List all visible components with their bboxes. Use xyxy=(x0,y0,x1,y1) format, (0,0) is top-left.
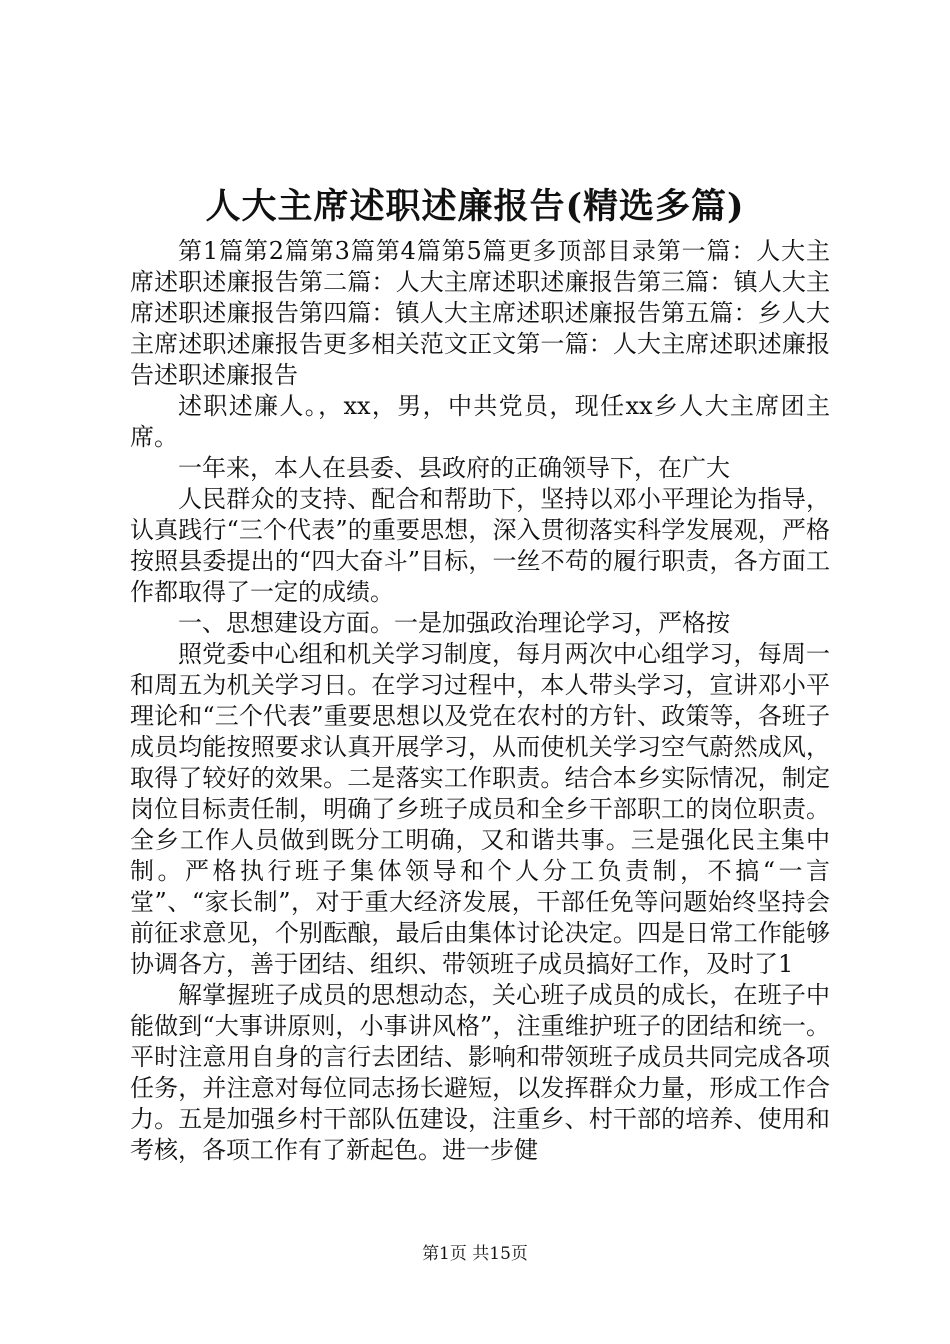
page-number-footer: 第1页 共15页 xyxy=(422,1244,528,1264)
paragraph-overview-start: 一年来，本人在县委、县政府的正确领导下，在广大 xyxy=(178,454,730,482)
paragraph-introduction: 述职述廉人。，xx，男，中共党员，现任xx乡人大主席团主席。 xyxy=(130,392,830,451)
paragraph-section-one-heading: 一、思想建设方面。一是加强政治理论学习，严格按 xyxy=(178,609,730,637)
paragraph-overview: 人民群众的支持、配合和帮助下，坚持以邓小平理论为指导，认真践行“三个代表”的重要思想，深入贯彻落实科学发展观，严格按照县委提出的“四大奋斗”目标，一丝不苟的履行职责，各方面工作都取得了一定的成绩。 xyxy=(130,485,830,606)
paragraph-section-one-body: 照党委中心组和机关学习制度，每月两次中心组学习，每周一和周五为机关学习日。在学习过程中，本人带头学习，宣讲邓小平理论和“三个代表”重要思想以及党在农村的方针、政策等，各班子成员均能按照要求认真开展学习，从而使机关学习空气蔚然成风，取得了较好的效果。二是落实工作职责。结合本乡实际情况，制定岗位目标责任制，明确了乡班子成员和全乡干部职工的岗位职责。全乡工作人员做到既分工明确，又和谐共事。三是强化民主集中制。严格执行班子集体领导和个人分工负责制，不搞“一言堂”、“家长制”，对于重大经济发展，干部任免等问题始终坚持会前征求意见，个别酝酿，最后由集体讨论决定。四是日常工作能够协调各方，善于团结、组织、带领班子成员搞好工作，及时了1 xyxy=(130,640,830,978)
paragraph-table-of-contents: 第1篇第2篇第3篇第4篇第5篇更多顶部目录第一篇：人大主席述职述廉报告第二篇：人大主席述职述廉报告第三篇：镇人大主席述职述廉报告第四篇：镇人大主席述职述廉报告第五篇：乡人大主席述职述廉报告更多相关范文正文第一篇：人大主席述职述廉报告述职述廉报告 xyxy=(130,237,830,389)
document-body xyxy=(130,236,830,1166)
paragraph-section-one-continued: 解掌握班子成员的思想动态，关心班子成员的成长，在班子中能做到“大事讲原则，小事讲风格”，注重维护班子的团结和统一。平时注意用自身的言行去团结、影响和带领班子成员共同完成各项任务，并注意对每位同志扬长避短，以发挥群众力量，形成工作合力。五是加强乡村干部队伍建设，注重乡、村干部的培养、使用和考核，各项工作有了新起色。进一步健 xyxy=(130,981,830,1164)
document-title: 人大主席述职述廉报告(精选多篇) xyxy=(205,186,745,227)
